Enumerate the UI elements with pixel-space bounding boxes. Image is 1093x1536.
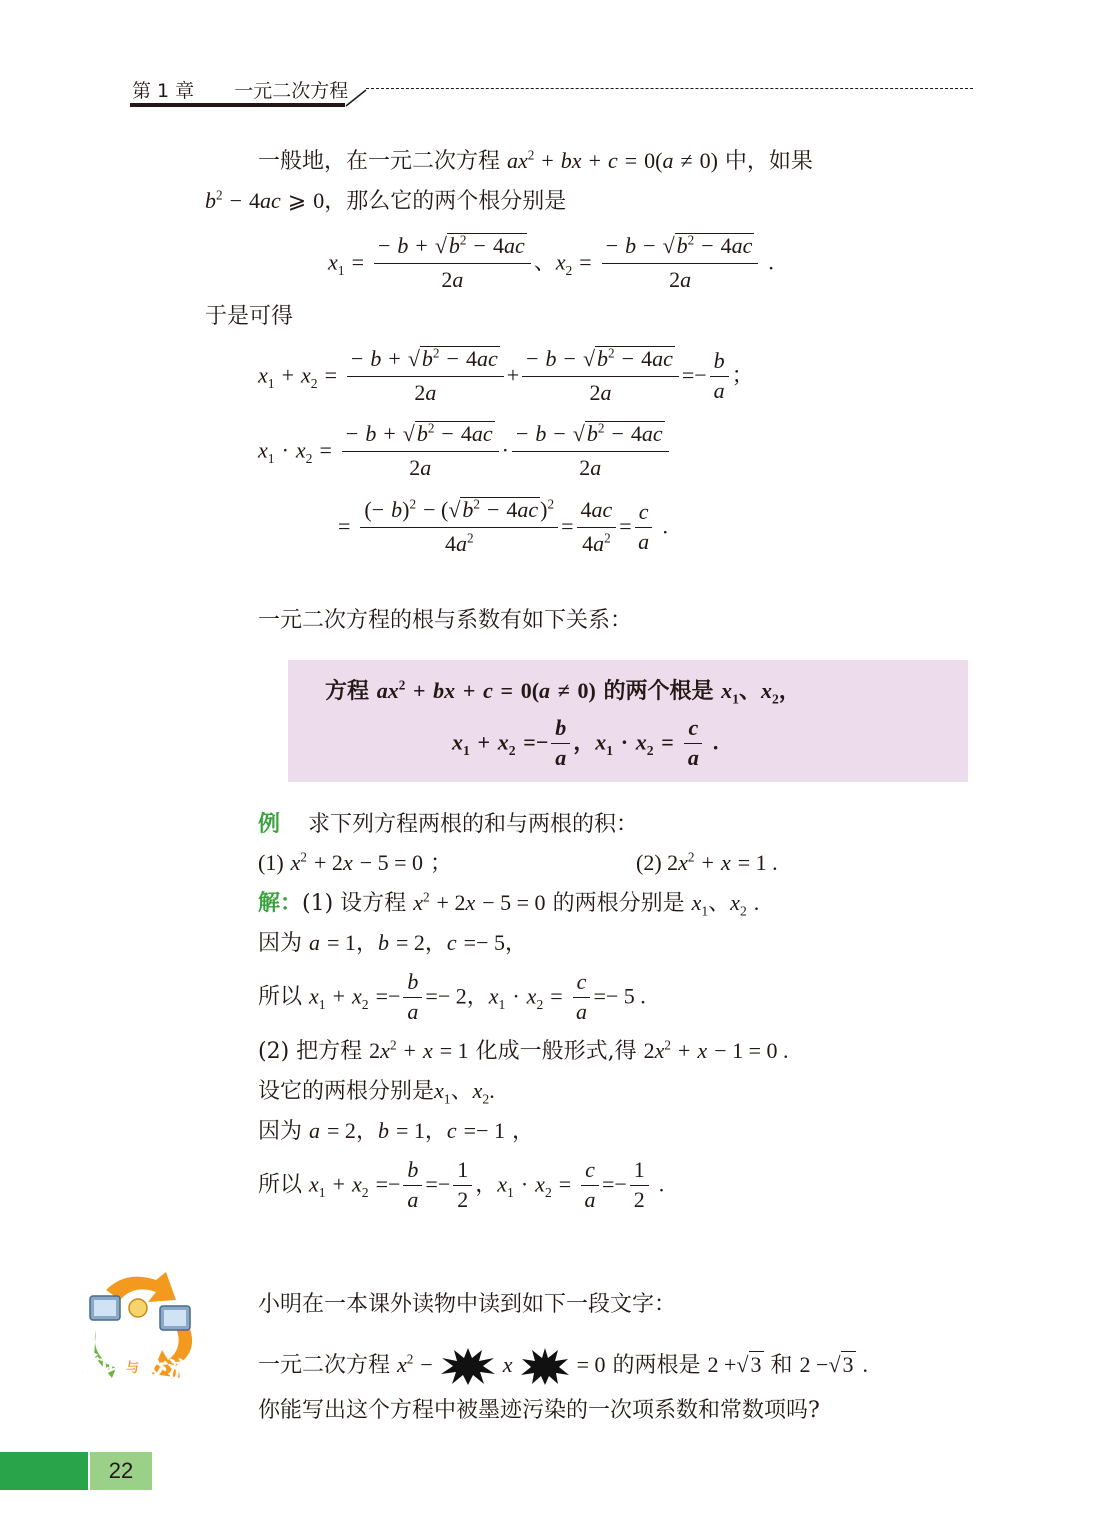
therefore-text: 于是可得 [205, 304, 294, 329]
solution-line-7: 所以 $x_1 + x_2$ =− $\frac{b}{a}$ =− $\frac{1}{2}$ ，$x_1 \cdot x_2$ = $\frac{c}{a}$ =− $\frac{1}{2}$ . [258, 1157, 665, 1212]
product-derivation: $x_1 \cdot x_2$ = $\frac{- b + √b^2 - 4ac}{2a}$ · $\frac{- b - √b^2 - 4ac}{2a}$ [258, 420, 672, 483]
roots-formula: $x_1$ = $\frac{- b + √b^2 - 4ac}{2a}$ 、$x_2$ = $\frac{- b - √b^2 - 4ac}{2a}$ . [328, 232, 774, 292]
try-question: 你能写出这个方程中被墨迹污染的一次项系数和常数项吗? [258, 1398, 820, 1423]
theorem-line-2: $x_1 + x_2$ =− $\frac{b}{a}$ ，$x_1 \cdot x_2$ = $\frac{c}{a}$ . [452, 715, 719, 770]
product-derivation-2: = $\frac{(- b)^2 - (√b^2 - 4ac)^2}{4a^2}$ = $\frac{4ac}{4a^2}$ = $\frac{c}{a}$ . [338, 496, 668, 556]
relation-intro: 一元二次方程的根与系数有如下关系： [258, 608, 633, 633]
sum-derivation: $x_1 + x_2$ = $\frac{- b + √b^2 - 4ac}{2a}$ + $\frac{- b - √b^2 - 4ac}{2a}$ =− $\frac{b}{a}$ ； [258, 345, 754, 405]
chapter-number: 第 1 章 [132, 80, 195, 102]
chapter-header [132, 76, 348, 103]
ink-blot-icon-2 [520, 1346, 570, 1386]
ink-blot-icon [440, 1346, 496, 1386]
badge-label-b: 与 [126, 1361, 140, 1376]
try-and-communicate-badge-icon [76, 1270, 206, 1390]
example-problem-2: (2) $2x^2 + x = 1$ . [636, 849, 778, 875]
solution-line-5: 设它的两根分别是$x_1$、$x_2$. [258, 1078, 495, 1107]
footer-bar-dark [0, 1452, 88, 1490]
solution-label: 解： [258, 891, 303, 916]
intro-line-1: 一般地，在一元二次方程 $ax^2$ + bx + c = 0(a ≠ 0) 中，如果 [258, 147, 813, 174]
badge-label-c: 交流 [146, 1359, 191, 1384]
example-label: 例 [258, 812, 281, 837]
try-intro: 小明在一本课外读物中读到如下一段文字： [258, 1292, 677, 1317]
badge-label-a: 尝试 [78, 1353, 123, 1378]
header-rule-solid [130, 103, 345, 107]
intro-line-2: $b^2 - 4ac$ ⩾ 0，那么它的两个根分别是 [205, 187, 567, 214]
theorem-line-1: 方程 $ax^2$ + bx + c = 0(a ≠ 0) 的两个根是 $x_1$、$x_2$， [325, 677, 801, 707]
chapter-title: 一元二次方程 [234, 80, 349, 102]
header-rule-dashed [366, 88, 973, 89]
try-equation: 一元二次方程 $x^2 - x = 0$ 的两根是 2 +√3 和 2 −√3 . [258, 1346, 868, 1386]
example-heading: 例 求下列方程两根的和与两根的积： [258, 812, 639, 837]
solution-line-3: 所以 $x_1 + x_2$ =− $\frac{b}{a}$ =− 2，$x_1 \cdot x_2$ = $\frac{c}{a}$ =− 5 . [258, 969, 646, 1024]
solution-line-6: 因为 a = 2，b = 1，c =− 1 ， [258, 1118, 534, 1144]
solution-line-2: 因为 a = 1，b = 2，c =− 5， [258, 930, 527, 956]
solution-line-4: (2) 把方程 $2x^2 + x = 1$ 化成一般形式,得 $2x^2 + x - 1 = 0$ . [258, 1037, 789, 1064]
example-problems: (1) $x^2 + 2x - 5 = 0$ ； [258, 849, 453, 876]
page-number: 22 [108, 1458, 134, 1483]
solution-line-1: 解：(1) 设方程 $x^2 + 2x - 5 = 0$ 的两根分别是 $x_1$、$x_2$ . [258, 889, 760, 919]
